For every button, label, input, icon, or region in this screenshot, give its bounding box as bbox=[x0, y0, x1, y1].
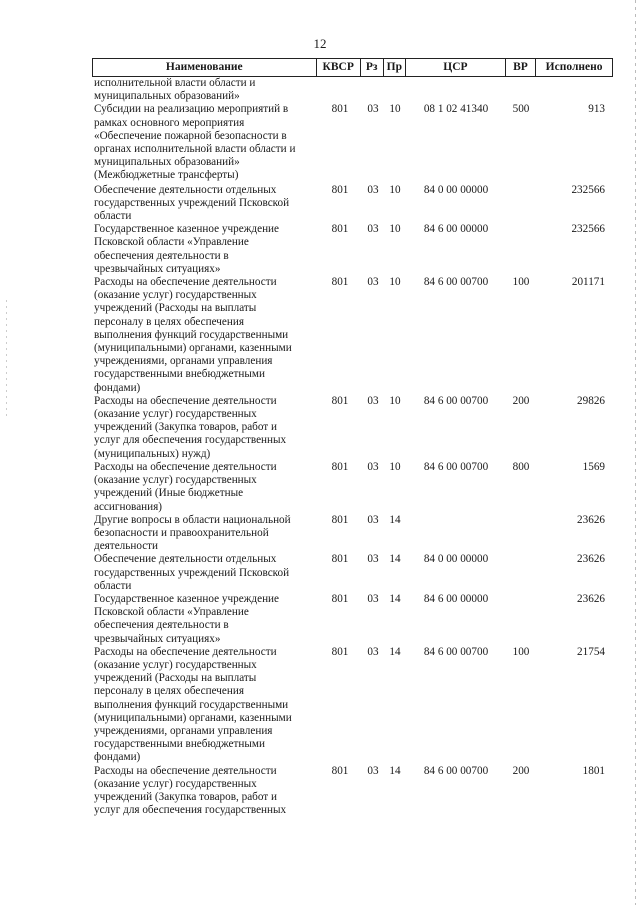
row-name-line: (оказание услуг) государственных bbox=[94, 777, 257, 790]
cell-kvsr: 801 bbox=[331, 645, 349, 658]
row-name-line: органах исполнительной власти области и bbox=[94, 143, 296, 156]
row-name-line: «Обеспечение пожарной безопасности в bbox=[94, 129, 287, 142]
row-name-line: (оказание услуг) государственных bbox=[94, 474, 257, 487]
table-row bbox=[92, 103, 613, 182]
row-name-line: Псковской области «Управление bbox=[94, 606, 249, 619]
cell-csr: 84 6 00 00700 bbox=[423, 764, 489, 777]
row-name-line: услуг для обеспечения государственных bbox=[94, 434, 287, 447]
cell-kvsr: 801 bbox=[331, 592, 349, 605]
row-name bbox=[92, 646, 318, 765]
row-name-line: рамках основного мероприятия bbox=[94, 116, 245, 129]
row-name bbox=[92, 765, 318, 818]
cell-rz: 03 bbox=[367, 460, 379, 473]
row-name-line: учреждений (Расходы на выплаты bbox=[94, 302, 257, 315]
cell-vr: 500 bbox=[512, 103, 530, 116]
table-row bbox=[92, 765, 613, 818]
row-name-line: области bbox=[94, 579, 132, 592]
row-name-line: Расходы на обеспечение деятельности bbox=[94, 460, 277, 473]
row-name-line: фондами) bbox=[94, 751, 141, 764]
row-name-line: чрезвычайных ситуациях» bbox=[94, 262, 221, 275]
row-name-line: Расходы на обеспечение деятельности bbox=[94, 645, 277, 658]
cell-rz: 03 bbox=[367, 553, 379, 566]
cell-rz: 03 bbox=[367, 394, 379, 407]
cell-vr: 200 bbox=[512, 764, 530, 777]
row-name-line: (муниципальными) органами, казенными bbox=[94, 711, 292, 724]
cell-kvsr: 801 bbox=[331, 223, 349, 236]
table-body bbox=[92, 77, 613, 817]
cell-vr: 100 bbox=[512, 645, 530, 658]
cell-isp: 1569 bbox=[582, 460, 605, 473]
header-kvsr: КВСР bbox=[317, 59, 361, 76]
row-name bbox=[92, 103, 318, 182]
cell-rz: 03 bbox=[367, 764, 379, 777]
cell-pr: 10 bbox=[389, 394, 401, 407]
row-name-line: безопасности и правоохранительной bbox=[94, 526, 269, 539]
header-csr: ЦСР bbox=[406, 59, 505, 76]
row-name bbox=[92, 553, 318, 593]
row-name-line: области bbox=[94, 210, 132, 223]
cell-isp: 232566 bbox=[571, 183, 605, 196]
table-header bbox=[92, 58, 613, 77]
row-name-line: (муниципальными) органами, казенными bbox=[94, 342, 292, 355]
cell-kvsr: 801 bbox=[331, 553, 349, 566]
cell-kvsr: 801 bbox=[331, 276, 349, 289]
row-name bbox=[92, 77, 318, 103]
cell-csr: 08 1 02 41340 bbox=[423, 103, 489, 116]
row-name-line: обеспечения деятельности в bbox=[94, 249, 229, 262]
row-name-line: учреждениями, органами управления bbox=[94, 724, 273, 737]
cell-rz: 03 bbox=[367, 276, 379, 289]
scan-edge-left bbox=[6, 300, 7, 420]
table-row bbox=[92, 514, 613, 554]
cell-pr: 14 bbox=[389, 592, 401, 605]
table-row bbox=[92, 77, 613, 103]
row-name-line: (Межбюджетные трансферты) bbox=[94, 169, 239, 182]
cell-rz: 03 bbox=[367, 513, 379, 526]
header-rz: Рз bbox=[361, 59, 384, 76]
cell-kvsr: 801 bbox=[331, 460, 349, 473]
row-name-line: учреждений (Иные бюджетные bbox=[94, 487, 244, 500]
cell-vr: 100 bbox=[512, 276, 530, 289]
cell-vr: 800 bbox=[512, 460, 530, 473]
cell-csr: 84 6 00 00700 bbox=[423, 394, 489, 407]
cell-csr: 84 6 00 00000 bbox=[423, 592, 489, 605]
row-name-line: муниципальных образований» bbox=[94, 156, 240, 169]
table-row bbox=[92, 223, 613, 276]
row-name-line: чрезвычайных ситуациях» bbox=[94, 632, 221, 645]
table-row bbox=[92, 593, 613, 646]
header-name: Наименование bbox=[93, 59, 317, 76]
row-name-line: Псковской области «Управление bbox=[94, 236, 249, 249]
cell-isp: 1801 bbox=[582, 764, 605, 777]
row-name-line: (оказание услуг) государственных bbox=[94, 289, 257, 302]
budget-table bbox=[92, 58, 613, 817]
page-number: 12 bbox=[313, 36, 327, 51]
cell-pr: 14 bbox=[389, 764, 401, 777]
header-vr: ВР bbox=[506, 59, 537, 76]
table-row bbox=[92, 276, 613, 395]
cell-kvsr: 801 bbox=[331, 103, 349, 116]
row-name-line: Субсидии на реализацию мероприятий в bbox=[94, 103, 289, 116]
cell-pr: 10 bbox=[389, 103, 401, 116]
row-name-line: фондами) bbox=[94, 381, 141, 394]
header-isp: Исполнено bbox=[545, 61, 603, 73]
cell-rz: 03 bbox=[367, 183, 379, 196]
cell-kvsr: 801 bbox=[331, 394, 349, 407]
cell-rz: 03 bbox=[367, 103, 379, 116]
cell-kvsr: 801 bbox=[331, 764, 349, 777]
row-name-line: выполнения функций государственными bbox=[94, 328, 289, 341]
cell-kvsr: 801 bbox=[331, 513, 349, 526]
cell-vr: 200 bbox=[512, 394, 530, 407]
row-name-line: персоналу в целях обеспечения bbox=[94, 685, 245, 698]
row-name bbox=[92, 593, 318, 646]
row-name-line: Обеспечение деятельности отдельных bbox=[94, 183, 277, 196]
row-name-line: государственными внебюджетными bbox=[94, 368, 265, 381]
cell-isp: 201171 bbox=[571, 276, 605, 289]
cell-pr: 10 bbox=[389, 183, 401, 196]
cell-csr: 84 0 00 00000 bbox=[423, 553, 489, 566]
cell-rz: 03 bbox=[367, 645, 379, 658]
row-name-line: Расходы на обеспечение деятельности bbox=[94, 276, 277, 289]
table-row bbox=[92, 461, 613, 514]
row-name-line: деятельности bbox=[94, 540, 159, 553]
cell-pr: 14 bbox=[389, 645, 401, 658]
row-name-line: Обеспечение деятельности отдельных bbox=[94, 553, 277, 566]
row-name-line: исполнительной власти области и bbox=[94, 77, 256, 89]
row-name bbox=[92, 223, 318, 276]
row-name bbox=[92, 184, 318, 224]
row-name-line: учреждений (Закупка товаров, работ и bbox=[94, 790, 277, 803]
cell-isp: 232566 bbox=[571, 223, 605, 236]
row-name-line: Государственное казенное учреждение bbox=[94, 592, 280, 605]
row-name-line: услуг для обеспечения государственных bbox=[94, 804, 287, 817]
cell-isp: 23626 bbox=[577, 513, 605, 526]
row-name-line: учреждений (Расходы на выплаты bbox=[94, 672, 257, 685]
row-name-line: государственных учреждений Псковской bbox=[94, 566, 290, 579]
cell-isp: 29826 bbox=[577, 394, 605, 407]
table-row bbox=[92, 395, 613, 461]
row-name-line: Расходы на обеспечение деятельности bbox=[94, 764, 277, 777]
row-name-line: учреждениями, органами управления bbox=[94, 355, 273, 368]
row-name-line: (муниципальных) нужд) bbox=[94, 447, 211, 460]
row-name bbox=[92, 461, 318, 514]
row-name-line: персоналу в целях обеспечения bbox=[94, 315, 245, 328]
row-name-line: обеспечения деятельности в bbox=[94, 619, 229, 632]
cell-pr: 10 bbox=[389, 276, 401, 289]
cell-rz: 03 bbox=[367, 592, 379, 605]
row-name-line: учреждений (Закупка товаров, работ и bbox=[94, 421, 277, 434]
cell-isp: 913 bbox=[588, 103, 605, 116]
cell-pr: 14 bbox=[389, 513, 401, 526]
row-name-line: выполнения функций государственными bbox=[94, 698, 289, 711]
cell-isp: 23626 bbox=[577, 592, 605, 605]
row-name-line: Расходы на обеспечение деятельности bbox=[94, 394, 277, 407]
row-name-line: (оказание услуг) государственных bbox=[94, 658, 257, 671]
cell-pr: 10 bbox=[389, 460, 401, 473]
header-pr: Пр bbox=[384, 59, 407, 76]
cell-csr: 84 6 00 00700 bbox=[423, 276, 489, 289]
table-row bbox=[92, 553, 613, 593]
row-name-line: Другие вопросы в области национальной bbox=[94, 513, 291, 526]
cell-csr: 84 0 00 00000 bbox=[423, 183, 489, 196]
cell-csr: 84 6 00 00700 bbox=[423, 645, 489, 658]
cell-csr: 84 6 00 00700 bbox=[423, 460, 489, 473]
row-name-line: (оказание услуг) государственных bbox=[94, 408, 257, 421]
cell-isp: 23626 bbox=[577, 553, 605, 566]
cell-pr: 14 bbox=[389, 553, 401, 566]
row-name-line: государственными внебюджетными bbox=[94, 738, 265, 751]
table-row bbox=[92, 646, 613, 765]
cell-isp: 21754 bbox=[577, 645, 605, 658]
table-row bbox=[92, 184, 613, 224]
cell-rz: 03 bbox=[367, 223, 379, 236]
scan-edge-right bbox=[635, 0, 636, 905]
row-name-line: муниципальных образований» bbox=[94, 90, 240, 103]
row-name bbox=[92, 276, 318, 395]
row-name bbox=[92, 514, 318, 554]
cell-csr: 84 6 00 00000 bbox=[423, 223, 489, 236]
row-name-line: государственных учреждений Псковской bbox=[94, 196, 290, 209]
cell-pr: 10 bbox=[389, 223, 401, 236]
row-name-line: Государственное казенное учреждение bbox=[94, 223, 280, 236]
cell-kvsr: 801 bbox=[331, 183, 349, 196]
row-name bbox=[92, 395, 318, 461]
row-name-line: ассигнования) bbox=[94, 500, 162, 513]
